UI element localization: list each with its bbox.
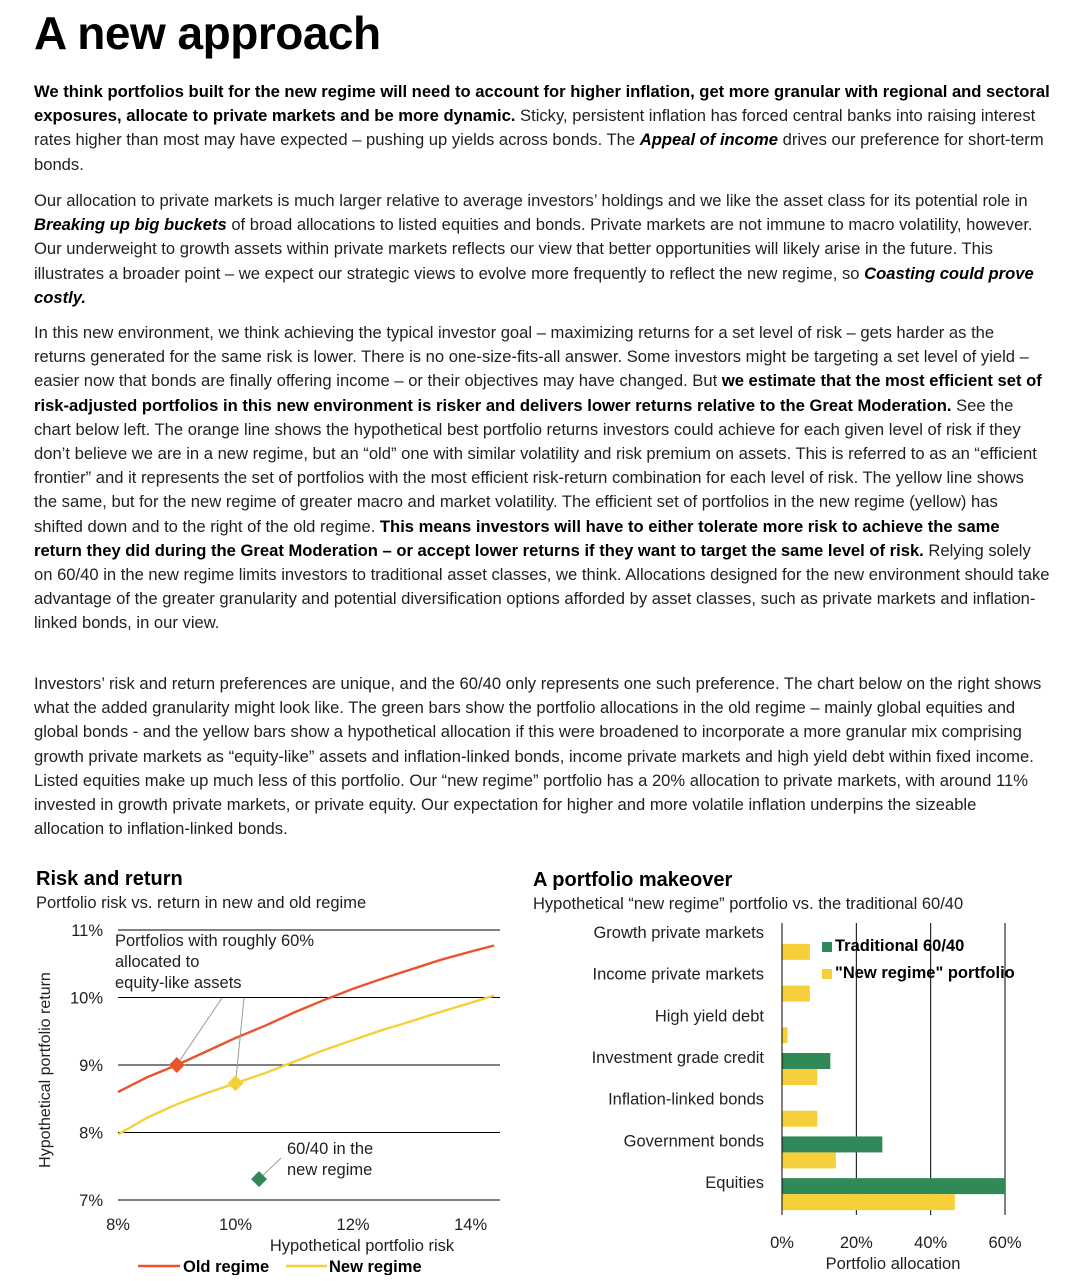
annotation-text: Portfolios with roughly 60%: [115, 932, 315, 950]
x-tick-label: 10%: [219, 1216, 253, 1234]
body-text: drives our preference for short-term bonds.: [34, 130, 1044, 174]
bold-text: This means investors will have to either tolerate more risk to achieve the same return they did during the Great Moderation – or accept lower returns if they want to target the same level of risk.: [34, 516, 1000, 560]
paragraph-intro: [34, 80, 1050, 177]
annotation-text: equity-like assets: [115, 974, 242, 992]
x-tick-label: 40%: [914, 1234, 948, 1252]
risk-return-chart-title: Risk and return: [36, 868, 183, 890]
bar: [782, 1194, 955, 1210]
body-text: In this new environment, we think achieving the typical investor goal – maximizing returns for a set level of risk – gets harder as the returns generated for the same risk is lower. There is no one-size-fits-all answer. Some investors might be targeting a set level of yield – easier now that bonds are finally offering income – or their objectives may have changed. But: [34, 323, 1029, 391]
x-axis-label: Portfolio allocation: [825, 1255, 961, 1273]
paragraph-efficient-frontier: [34, 321, 1050, 636]
annotation-text: 60/40 in the: [287, 1140, 374, 1158]
bold-text: we estimate that the most efficient set of risk-adjusted portfolios in this new environment is risker and delivers lower returns relative to the Great Moderation.: [34, 371, 1042, 415]
body-text: Sticky, persistent inflation has forced central banks into raising interest rates higher than most may have expected – pushing up yields across bonds. The: [34, 106, 1036, 150]
legend-swatch: [822, 969, 832, 979]
legend-swatch: [822, 942, 832, 952]
category-label: Income private markets: [592, 965, 764, 984]
x-tick-label: 8%: [106, 1216, 130, 1234]
category-label: High yield debt: [654, 1007, 764, 1026]
category-label: Growth private markets: [593, 923, 764, 942]
bold-link-text: Breaking up big buckets: [34, 215, 227, 235]
portfolio-makeover-chart-subtitle: Hypothetical “new regime” portfolio vs. the traditional 60/40: [533, 895, 964, 913]
x-tick-label: 20%: [839, 1234, 873, 1252]
bar: [782, 944, 810, 960]
body-text: See the chart below left. The orange line shows the hypothetical best portfolio returns investors could achieve for each given level of risk if they don’t believe we are in a new regime, but an “old” one with similar volatility and risk premium on assets. This is referred to as an “efficient frontier” and it represents the set of portfolios with the most efficient risk-return combination for each level of risk. The yellow line shows the same, but for the new regime of greater macro and market volatility. The efficient set of portfolios in the new regime (yellow) has shifted down and to the right of the old regime.: [34, 395, 1037, 536]
category-label: Investment grade credit: [591, 1049, 764, 1067]
x-tick-label: 0%: [770, 1234, 794, 1252]
x-axis-label: Hypothetical portfolio risk: [269, 1237, 455, 1255]
page-title: A new approach: [34, 7, 381, 59]
annotation-text: allocated to: [115, 953, 200, 971]
legend-label: "New regime" portfolio: [835, 964, 1015, 982]
bar: [782, 986, 810, 1002]
body-text: Investors’ risk and return preferences are unique, and the 60/40 only represents one such preference. The chart below on the right shows what the added granularity might look like. The green bars show the portfolio allocations in the old regime – mainly global equities and global bonds - and the yellow bars show a hypothetical allocation if this were broadened to incorporate a more granular mix comprising growth private markets as “equity-like” assets and inflation-linked bonds, income private markets and high yield debt within fixed income. Listed equities make up much less of this portfolio. Our “new regime” portfolio has a 20% allocation to private markets, with around 11% invested in growth private markets, or private equity. Our expectation for higher and more volatile inflation underpins the sizeable allocation to inflation-linked bonds.: [34, 674, 1042, 839]
category-label: Equities: [705, 1174, 764, 1193]
bar: [782, 1027, 788, 1043]
bar: [782, 1111, 817, 1127]
x-tick-label: 12%: [336, 1216, 370, 1234]
annotation-text: new regime: [287, 1161, 373, 1179]
bar: [782, 1069, 817, 1085]
bar: [782, 1152, 836, 1168]
y-tick-label: 11%: [71, 922, 103, 940]
legend-label-old-regime: Old regime: [183, 1258, 270, 1275]
y-tick-label: 8%: [79, 1124, 103, 1143]
risk-return-chart-subtitle: Portfolio risk vs. return in new and old regime: [36, 894, 367, 912]
legend-label-new-regime: New regime: [329, 1258, 422, 1275]
bar: [782, 1053, 830, 1069]
portfolio-makeover-chart-title: A portfolio makeover: [533, 869, 733, 891]
y-tick-label: 9%: [79, 1057, 103, 1075]
paragraph-granularity: [34, 672, 1050, 841]
paragraph-private-markets: [34, 189, 1050, 310]
data-point-marker: [169, 1057, 185, 1073]
body-text: of broad allocations to listed equities and bonds. Private markets are not immune to macro volatility, however. Our underweight to growth assets within private markets reflects our view that better opportunities will likely arise in the future. This illustrates a broader point – we expect our strategic views to evolve more frequently to reflect the new regime, so: [34, 215, 1033, 283]
body-text: Our allocation to private markets is much larger relative to average investors’ holdings and we like the asset class for its potential role in: [34, 191, 1028, 210]
y-axis-label: Hypothetical portfolio return: [37, 972, 54, 1168]
body-text: Relying solely on 60/40 in the new regime limits investors to traditional asset classes, we think. Allocations designed for the new environment should take advantage of the greater granularity and potential diversification options afforded by asset classes, such as private markets and inflation-linked bonds, in our view.: [34, 540, 1050, 633]
data-point-marker: [228, 1075, 244, 1091]
y-tick-label: 7%: [79, 1192, 103, 1210]
callout-line: [236, 998, 244, 1083]
x-tick-label: 60%: [988, 1234, 1022, 1252]
category-label: Government bonds: [623, 1132, 764, 1151]
x-tick-label: 14%: [454, 1216, 488, 1234]
portfolio-makeover-chart: [530, 915, 1075, 1277]
bold-link-text: Appeal of income: [639, 130, 779, 150]
bold-text: We think portfolios built for the new regime will need to account for higher inflation, get more granular with regional and sectoral exposures, allocate to private markets and be more dynamic.: [34, 82, 1050, 126]
legend-label: Traditional 60/40: [835, 937, 965, 955]
risk-return-chart: [30, 915, 510, 1275]
bar: [782, 1136, 882, 1152]
bar: [782, 1178, 1005, 1194]
bold-link-text: Coasting could prove costly.: [34, 263, 1034, 307]
y-tick-label: 10%: [69, 989, 103, 1008]
category-label: Inflation-linked bonds: [608, 1090, 764, 1109]
